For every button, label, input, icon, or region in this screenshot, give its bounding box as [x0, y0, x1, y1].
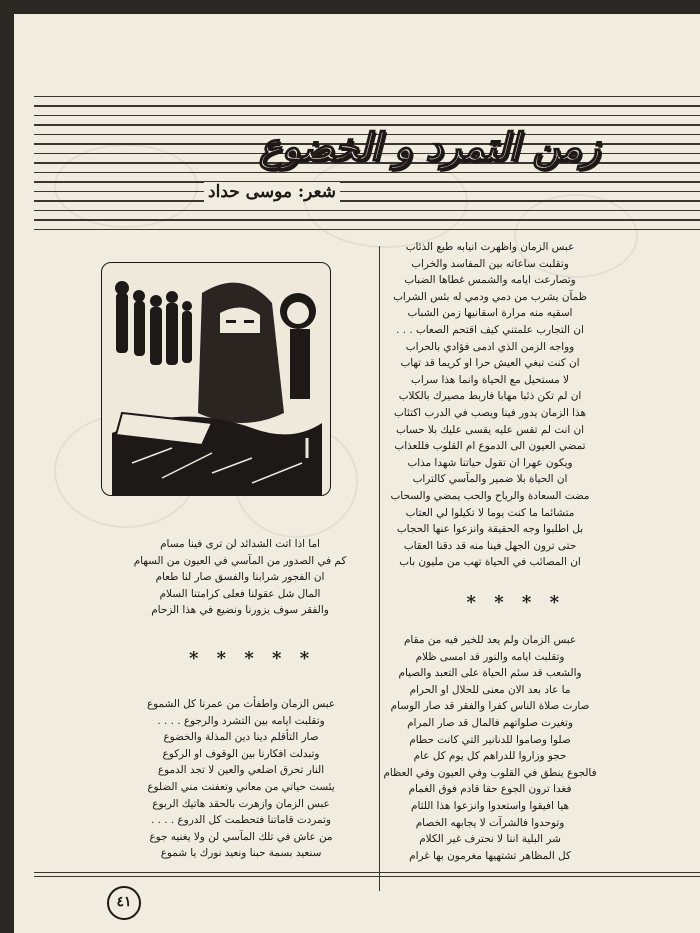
- right-poem-1: [345, 239, 635, 571]
- verse-line: تمضي العيون الى الدموع ام القلوب فللعذاب: [394, 440, 586, 453]
- magazine-page: [14, 14, 700, 933]
- page-title: زمن التمرد و الخضوع: [258, 124, 600, 169]
- verse-line: وتقلبت ايامه والنور قد امسى ظلام: [415, 650, 565, 663]
- verse-line: اسقيه منه مرارة اسقانيها زمن الشباب: [407, 307, 573, 320]
- verse-line: صارت صلاة الناس كفرا والفقر قد صار الوسام: [390, 700, 590, 713]
- verse-line: عبس الزمان ولم يعد للخير فيه من مقام: [403, 634, 577, 646]
- poet-credit: شعر: موسى حداد: [204, 182, 340, 202]
- verse-line: مضت السعادة والرياح والحب يمضي والسحاب: [390, 489, 590, 502]
- verse-line: وتغيرت صلواتهم فالمال قد صار المرام: [407, 716, 573, 729]
- verse-line: لا مستحيل مع الحياة وانما هذا سراب: [411, 373, 569, 386]
- verse-line: عبس الزمان وازهرت بالحقد هاتيك الربوع: [152, 797, 330, 810]
- verse-line: ان كنت تبغي العيش حرا او كريما قد تهاب: [400, 357, 580, 370]
- verse-line: وتمردت قاماتنا فتحطمت كل الدروع . . . .: [151, 814, 331, 827]
- verse-line: عبس الزمان واظهرت انيابه طبع الذئاب: [405, 241, 575, 253]
- footer-rule: [34, 876, 700, 877]
- verse-line: ما عاد بعد الان معنى للحلال او الحرام: [409, 683, 571, 696]
- verse-line: من عاش في تلك المآسي لن ولا يغنيه جوع: [149, 830, 333, 843]
- verse-line: والشعب قد سئم الحياة على التعبد والصيام: [398, 667, 582, 680]
- left-poem-1: [120, 536, 360, 619]
- right-poem-2: [345, 632, 635, 864]
- verse-line: ويكون عهرا ان تقول حياتنا شهدا مذاب: [407, 456, 573, 469]
- verse-line: يئست حياتي من معاني وتعفنت مني الضلوع: [147, 780, 335, 793]
- verse-line: هيا افيقوا واستعدوا وانزعوا هذا اللثام: [411, 799, 569, 812]
- verse-line: بل اطلبوا وجه الحقيقة وانزعوا عنها الحجاب: [396, 523, 584, 536]
- verse-line: ان انت لم تقس عليه يقسى عليك بلا حساب: [395, 423, 585, 436]
- verse-line: ان الحياة بلا ضمير والمآسي كالتراب: [412, 473, 568, 486]
- verse-line: ان الفجور شرابنا والفسق صار لنا طعام: [155, 571, 325, 584]
- verse-line: وتبدلت افكارنا بين الوقوف او الركوع: [162, 747, 320, 760]
- verse-line: ان المصائب في الحياة تهب من مليون باب: [399, 556, 581, 569]
- verse-line: وتقلبت ايامه بين التشرد والرجوع . . . .: [157, 714, 325, 727]
- verse-line: المال شل عقولنا فعلى كرامتنا السلام: [159, 587, 321, 600]
- verse-line: شر البلية اننا لا نحترف غير الكلام: [419, 833, 561, 846]
- verse-line: والفقر سوف يزورنا ونضيع في هذا الزحام: [151, 604, 329, 617]
- verse-line: كل المظاهر تشتهيها مغرمون بها غرام: [409, 849, 571, 862]
- verse-line: صار التأقلم دينا دين المذلة والخضوع: [163, 731, 319, 744]
- verse-line: هذا الزمان يدور فينا ويصب في الدرب اكتئاب: [394, 406, 586, 419]
- verse-line: حجو وزاروا للدراهم كل يوم كل عام: [413, 750, 567, 763]
- verse-line: كم في الصدور من المآسي في العيون من السهام: [133, 554, 347, 567]
- section-separator-stars: * * * *: [466, 592, 565, 613]
- verse-line: النار تحرق اضلعي والعين لا تجد الدموع: [157, 764, 325, 777]
- left-poem-2: [106, 696, 376, 862]
- verse-line: وواجه الزمن الذي ادمى فؤادي بالحراب: [405, 340, 575, 353]
- verse-line: فالجوع ينطق في القلوب وفي العيون وفي العظام: [383, 766, 597, 779]
- verse-line: ان التجارب علمتني كيف اقتحم الصعاب . . .: [396, 323, 584, 336]
- verse-line: ظمآن يشرب من دمي ودمي له بئس الشراب: [393, 290, 587, 303]
- footer-rule: [34, 872, 700, 873]
- verse-line: سنعيد بسمة حبنا ونعيد نورك يا شموع: [160, 847, 322, 860]
- verse-line: فغدا ترون الجوع حقا قادم فوق الغمام: [408, 783, 572, 796]
- verse-line: عبس الزمان واطفأت من عمرنا كل الشموع: [146, 698, 336, 710]
- verse-line: ان لم تكن ذئبا مهابا فاربط مصيرك بالكلاب: [398, 390, 582, 403]
- crowd-illustration: [101, 262, 331, 496]
- verse-line: وتقلبت ساعاته بين المفاسد والخراب: [411, 257, 569, 270]
- verse-line: وتصارعت ايامه والشمس غطاها الضباب: [404, 274, 576, 287]
- verse-line: اما اذا اتت الشدائد لن ترى فينا مسام: [160, 538, 320, 550]
- verse-line: صلوا وصاموا للدنانير التي كانت حطام: [409, 733, 571, 746]
- verse-line: متشائما ما كنت يوما لا تكيلوا لي العتاب: [405, 506, 575, 519]
- page-number: ٤١: [107, 886, 141, 920]
- verse-line: وتوحدوا فالشرآت لا يجابهه الخصام: [415, 816, 565, 829]
- section-separator-stars: * * * * *: [189, 648, 316, 669]
- verse-line: حتى ترون الجهل فينا منه قد دقنا العقاب: [403, 539, 577, 552]
- crowd-of-figures-illustration: [102, 263, 330, 495]
